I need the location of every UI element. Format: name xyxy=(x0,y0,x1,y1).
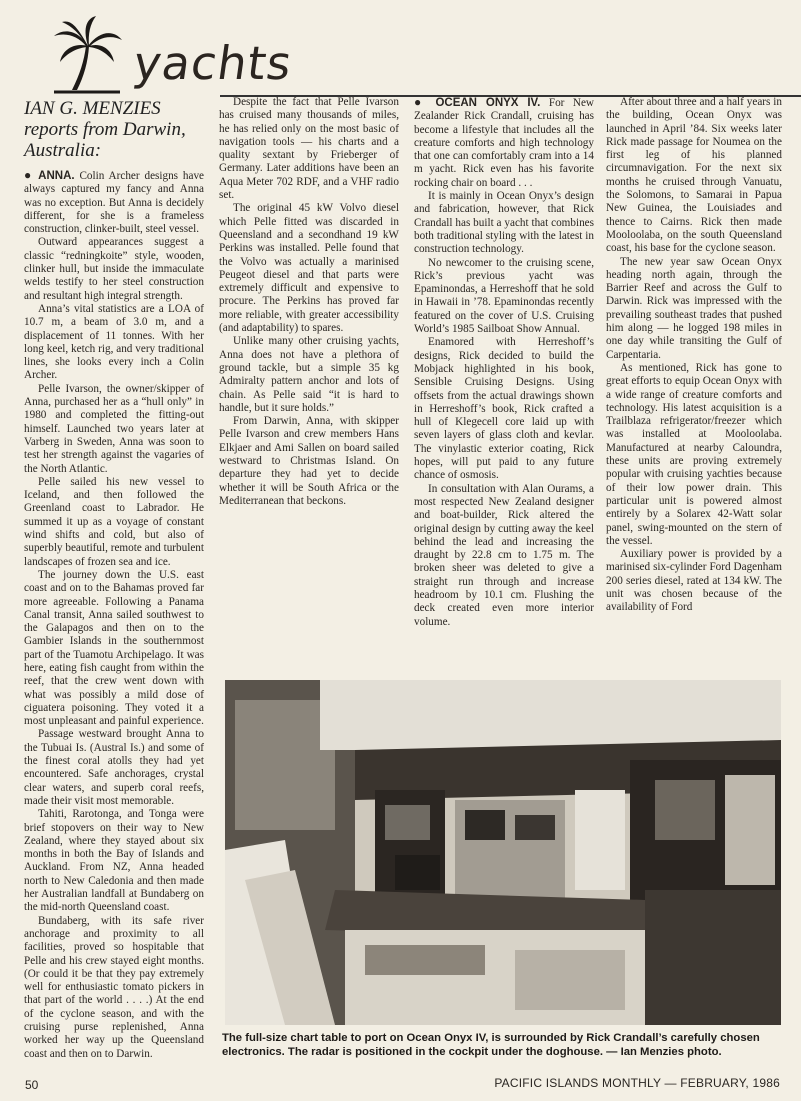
article-anna-p12: Unlike many other cruising yachts, Anna does not have a plethora of ground tackle, but a simple 35 kg Admiralty pattern anchor and lots of chain. As Pelle said “it is hard to handle, but it sure holds.” xyxy=(219,335,399,414)
palm-tree-icon xyxy=(52,16,122,94)
article-onyx-p8: As mentioned, Rick has gone to great efforts to equip Ocean Onyx with a wide range of creature comforts and technology. His latest acquisition is a Trailblaza refrigerator/freezer which was installed at Mooloolaba. Manufactured at nearby Caloundra, these units are proving extremely popular with cruising yachties because of their low power drain. This particular unit is powered almost entirely by a Solarex 42-Watt solar panel, swing-mounted on the stern of the vessel. xyxy=(606,361,782,547)
article-onyx-p6: After about three and a half years in the building, Ocean Onyx was launched in April ’84. Six weeks later Rick made passage for Noumea on the first leg of his planned circumnavigation. For the next six months he cruised through Vanuatu, the Solomons, to Samarai in Papua New Guinea, the Louisiades and thence to Cairns. Rick then made Mooloolaba, on the south Queensland coast, his base for the cyclone season. xyxy=(606,96,782,255)
article-onyx-p4: Enamored with Herreshoff’s designs, Rick decided to build the Mobjack highlighted in his book, Sensible Cruising Designs. Using offsets from the actual drawings shown in Herreshoff’s book, Rick crafted a hull of Klegecell core laid up with seven layers of glass cloth and kevlar. The vinylastic exterior coating, Rick hopes, will put paid to any future chance of osmosis. xyxy=(414,336,594,482)
article-anna-p6: The journey down the U.S. east coast and on to the Bahamas proved far more agreeable. Following a Panama Canal transit, Anna sailed southwest to the Galapagos and then on to the Gambier Islands in the southernmost part of the Tuamotu Archipelago. It was here, eating fish caught from within the reef, that the crew went down with what was possibly a mild dose of ciguatera poisoning. They voted it a most unpleasant and painful experience. xyxy=(24,568,204,728)
section-header xyxy=(22,14,782,96)
article-onyx-p7: The new year saw Ocean Onyx heading north again, through the Barrier Reef and across the Gulf to Darwin. Rick was impressed with the prevailing southeast trades that pushed him along — he logged 198 miles in one day while transiting the Gulf of Carpentaria. xyxy=(606,255,782,361)
article-anna-p2: Outward appearances suggest a classic “redningkoite” style, wooden, clinker hull, but inside the immaculate welds testify to her steel construction and resultant high integral strength. xyxy=(24,236,204,302)
article-onyx-p1 xyxy=(414,96,594,190)
photo-caption: The full-size chart table to port on Ocean Onyx IV, is surrounded by Rick Crandall’s carefully chosen electronics. The radar is positioned in the cockpit under the doghouse. — Ian Menzies photo. xyxy=(222,1032,760,1058)
section-title: yachts xyxy=(130,36,296,90)
column-1 xyxy=(24,96,205,1060)
article-anna-p7: Passage westward brought Anna to the Tubuai Is. (Austral Is.) and some of the finest coral atolls they had yet encountered. Safe anchorages, crystal clear waters, and superb coral reefs, made their visit most memorable. xyxy=(24,728,204,807)
bullet-icon: ● xyxy=(414,95,427,109)
article-onyx-p9: Auxiliary power is provided by a marinised six-cylinder Ford Dagenham 200 series diesel, rated at 134 kW. The unit was chosen because of the availability of Ford xyxy=(606,548,782,614)
article-onyx-p3: No newcomer to the cruising scene, Rick’s previous yacht was Epaminondas, a Herreshoff that he sold in Hawaii in ’78. Epaminondas recently featured on the cover of U.S. Cruising World’s 1985 Sailboat Show Annual. xyxy=(414,256,594,336)
article-anna-p3: Anna’s vital statistics are a LOA of 10.7 m, a beam of 3.0 m, and a displacement of 11 tonnes. With her long keel, ketch rig, and very traditional lines, she looks every inch a Colin Archer. xyxy=(24,302,204,382)
publication-footer: PACIFIC ISLANDS MONTHLY — FEBRUARY, 1986 xyxy=(494,1076,780,1090)
article-anna-p9: Bundaberg, with its safe river anchorage and proximity to all facilities, proved so hospitable that Pelle and his crew stayed eight months. (Or could it be that they pay extremely well for enthusiastic tomato pickers in that part of the world . . . .) At the end of the cyclone season, and with the cruising purse replenished, Anna worked her way up the Queensland coast and then on to Darwin. xyxy=(24,914,204,1060)
article-anna-p11: The original 45 kW Volvo diesel which Pelle fitted was discarded in Queensland and a secondhand 19 kW Perkins was installed. Pelle found that the Volvo was actually a marinised Peugeot diesel and that parts were extremely difficult and expensive to procure. The Perkins has proved far more reliable, with greater accessibility (and adaptability) to spares. xyxy=(219,202,399,335)
chart-table-illustration xyxy=(225,680,781,1025)
cabin-photo xyxy=(225,680,781,1025)
article-anna-p5: Pelle sailed his new vessel to Iceland, and then followed the Greenland coast to Labrador. He summed it up as a voyage of constant wind shifts and cold, but also of superbly beautiful, remote and turbulent landscapes of frozen sea and ice. xyxy=(24,475,204,568)
bullet-icon: ● xyxy=(24,168,34,182)
article-onyx-p2: It is mainly in Ocean Onyx’s design and fabrication, however, that Rick Crandall has built a yacht that combines both traditional styling with the latest in construction technology. xyxy=(414,190,594,256)
article-anna-title: ANNA. xyxy=(38,170,75,182)
article-onyx-p1-text: For New Zealander Rick Crandall, cruising has become a lifestyle that includes all the creature comforts and high technology that one can comfortably cram into a 14 m yacht. Rick even has his favorite rocking chair on board . . . xyxy=(414,97,595,189)
article-anna-p1-text: Colin Archer designs have always captured my fancy and Anna was no exception. But Anna is decidely different, for she is a frameless construction, clinker-built, steel vessel. xyxy=(24,170,205,236)
article-onyx-title: OCEAN ONYX IV. xyxy=(435,97,541,109)
article-anna-p10: Despite the fact that Pelle Ivarson has cruised many thousands of miles, he has relied only on the most basic of navigation tools — his charts and a quality sextant by Frieberger of Germany. Later additions have been an Aqua Meter 702 RDF, and a VHF radio set. xyxy=(219,96,399,202)
page-number: 50 xyxy=(25,1078,39,1092)
article-anna-p4: Pelle Ivarson, the owner/skipper of Anna, purchased her as a “hull only” in 1980 and completed the fitting-out himself. Launched two years later at Varberg in Sweden, Anna was soon to test her strength against the vagaries of the North Atlantic. xyxy=(24,382,204,475)
article-onyx-p5: In consultation with Alan Ourams, a most respected New Zealand designer and boat-builder, Rick altered the original design by cutting away the keel behind the lead and increasing the draught by 22.8 cm to 1.75 m. The broken sheer was deleted to give a straight run through and increase headroom by 10.1 cm. Flushing the deck created even more interior volume. xyxy=(414,482,594,628)
article-anna-p1 xyxy=(24,169,204,236)
column-4 xyxy=(606,96,782,656)
article-anna-p13: From Darwin, Anna, with skipper Pelle Ivarson and crew members Hans Elkjaer and Ami Sallen on board sailed westward to Christmas Island. On departure they had yet to decide whether it will be South Africa or the Mediterranean that beckons. xyxy=(219,415,399,507)
article-anna-p8: Tahiti, Rarotonga, and Tonga were brief stopovers on their way to New Zealand, where they stayed about six months in both the Bay of Islands and Auckland. From NZ, Anna headed north to New Caledonia and then made her Australian landfall at Bundaberg on the mid-north Queensland coast. xyxy=(24,808,204,914)
column-2 xyxy=(219,96,399,656)
column-3 xyxy=(414,96,594,656)
byline: IAN G. MENZIES reports from Darwin, Australia: xyxy=(24,98,186,161)
